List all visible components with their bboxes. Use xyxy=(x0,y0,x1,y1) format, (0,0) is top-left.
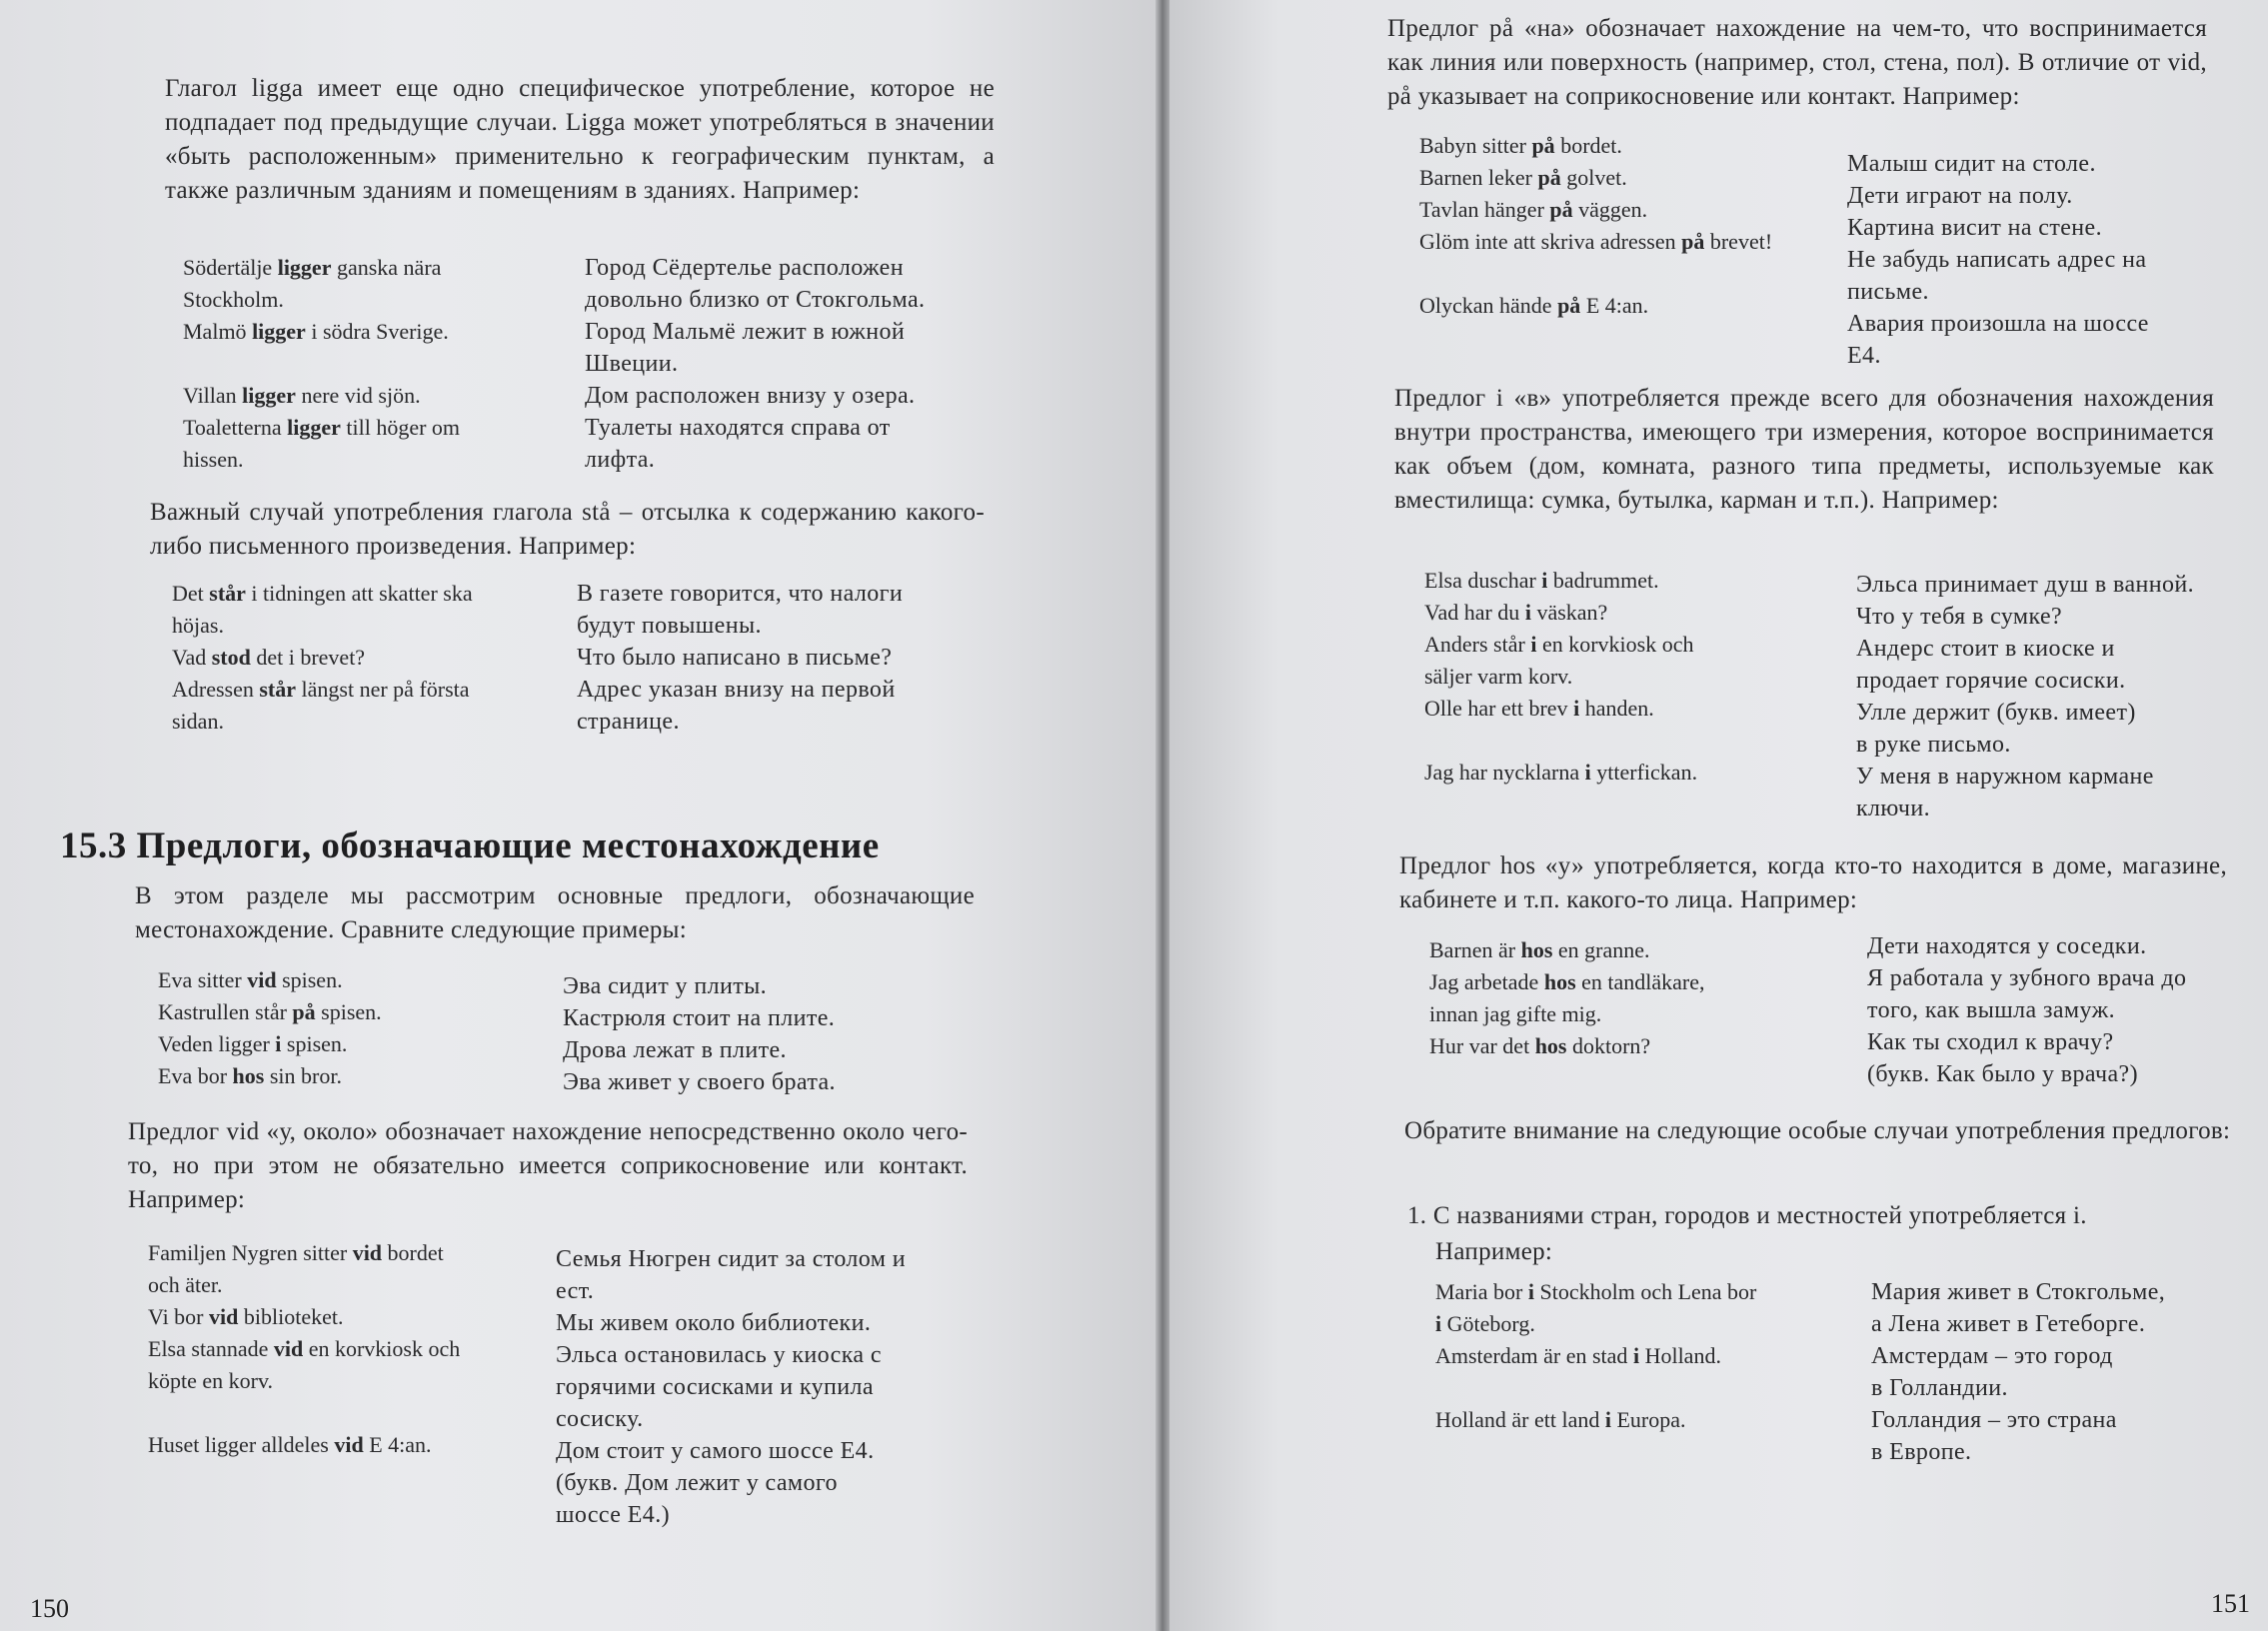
example-line-ru: ключи. xyxy=(1856,796,1930,821)
example-line-ru: У меня в наружном кармане xyxy=(1856,764,2154,790)
section-intro-paragraph: В этом разделе мы рассмотрим основные предлоги, обозначающие местонахождение. Сравните следующие примеры: xyxy=(135,882,975,943)
example-line-sv xyxy=(1419,258,1772,290)
example-line-ru: Мы живем около библиотеки. xyxy=(556,1310,872,1336)
example-line-ru: Дом стоит у самого шоссе Е4. xyxy=(556,1438,875,1464)
ligga-intro-paragraph: Глагол ligga имеет еще одно специфическое употребление, которое не подпадает под предыдущие случаи. Ligga может употребляться в значении «быть расположенным» применительно к географическим пунктам, а также различным зданиям и помещениям в зданиях. Например: xyxy=(165,75,995,204)
example-line-ru: Дети находятся у соседки. xyxy=(1867,933,2147,959)
preposition-highlight: vid xyxy=(352,1240,383,1265)
example-pa xyxy=(1419,130,2219,369)
preposition-highlight: hos xyxy=(1520,937,1553,962)
example-line-ru: Андерс стоит в киоске и xyxy=(1856,636,2115,662)
preposition-highlight: ligger xyxy=(242,383,296,408)
preposition-highlight: i xyxy=(1573,696,1580,721)
preposition-highlight: står xyxy=(209,581,246,606)
swedish-column xyxy=(172,578,473,738)
example-line-sv xyxy=(148,1397,460,1429)
example-line-ru: Эва живет у своего брата. xyxy=(563,1069,836,1095)
russian-column xyxy=(563,970,836,1098)
example-line-ru: Кастрюля стоит на плите. xyxy=(563,1005,836,1031)
example-line-ru: В газете говорится, что налоги xyxy=(577,581,904,607)
example-line-ru: Что у тебя в сумке? xyxy=(1856,604,2063,630)
vid-paragraph: Предлог vid «у, около» обозначает нахождение непосредственно около чего-то, но при этом не обязательно имеется соприкосновение или контакт. Например: xyxy=(128,1118,968,1213)
russian-column xyxy=(585,252,925,476)
example-line-sv: Vad har du i väskan? xyxy=(1424,600,1608,625)
example-line-sv: höjas. xyxy=(172,613,224,638)
example-line-sv: Olle har ett brev i handen. xyxy=(1424,696,1654,721)
example-line-sv: Olyckan hände på E 4:an. xyxy=(1419,293,1649,318)
example-ligga xyxy=(183,252,983,482)
example-line-sv: Adressen står längst ner på första xyxy=(172,677,470,702)
example-line-ru: Туалеты находятся справа от xyxy=(585,415,891,441)
example-line-ru: Не забудь написать адрес на xyxy=(1847,247,2147,273)
example-line-sv: Maria bor i Stockholm och Lena bor xyxy=(1435,1279,1757,1304)
swedish-column xyxy=(1429,934,1705,1062)
swedish-column xyxy=(1419,130,1772,322)
swedish-column xyxy=(183,252,460,476)
russian-column xyxy=(577,578,903,738)
example-line-sv: Kastrullen står på spisen. xyxy=(158,999,382,1024)
example-line-sv: Holland är ett land i Europa. xyxy=(1435,1407,1686,1432)
example-line-ru: довольно близко от Стокгольма. xyxy=(585,287,926,313)
preposition-highlight: på xyxy=(1549,197,1573,222)
example-line-ru: Малыш сидит на столе. xyxy=(1847,151,2096,177)
preposition-highlight: ligger xyxy=(277,255,332,280)
preposition-highlight: vid xyxy=(209,1304,239,1329)
example-line-ru: Семья Нюгрен сидит за столом и xyxy=(556,1246,906,1272)
example-line-sv: Barnen leker på golvet. xyxy=(1419,165,1627,190)
example-line-ru: в Голландии. xyxy=(1871,1375,2008,1401)
example-line-ru: Картина висит на стене. xyxy=(1847,215,2103,241)
preposition-highlight: på xyxy=(1557,293,1581,318)
preposition-highlight: i xyxy=(1541,568,1548,593)
swedish-column xyxy=(1424,565,1697,789)
example-line-sv: Elsa duschar i badrummet. xyxy=(1424,568,1659,593)
example-line-sv: Anders står i en korvkiosk och xyxy=(1424,632,1694,657)
example-line-sv: Det står i tidningen att skatter ska xyxy=(172,581,473,606)
example-line-sv: Eva bor hos sin bror. xyxy=(158,1063,342,1088)
example-line-ru: будут повышены. xyxy=(577,613,762,639)
example-line-ru: Швеции. xyxy=(585,351,679,377)
preposition-highlight: stod xyxy=(211,645,251,670)
example-line-sv: Toaletterna ligger till höger om xyxy=(183,415,461,440)
example-line-ru: Мария живет в Стокгольме, xyxy=(1871,1279,2166,1305)
example-sta xyxy=(172,578,972,748)
example-line-ru: в руке письмо. xyxy=(1856,732,2011,758)
example-line-ru: Эльса остановилась у киоска с xyxy=(556,1342,882,1368)
swedish-column xyxy=(1435,1276,1756,1436)
example-line-ru: Город Мальмё лежит в южной xyxy=(585,319,906,345)
preposition-highlight: står xyxy=(259,677,297,702)
example-line-sv: Villan ligger nere vid sjön. xyxy=(183,383,421,408)
page-number-right: 151 xyxy=(2211,1589,2250,1618)
example-line-ru: Адрес указан внизу на первой xyxy=(577,677,896,703)
example-line-ru: Дрова лежат в плите. xyxy=(563,1037,787,1063)
example-line-ru: сосиску. xyxy=(556,1406,644,1432)
preposition-highlight: på xyxy=(292,999,316,1024)
example-line-sv: Amsterdam är en stad i Holland. xyxy=(1435,1343,1721,1368)
example-line-sv: Jag har nycklarna i ytterfickan. xyxy=(1424,760,1698,785)
hos-paragraph: Предлог hos «у» употребляется, когда кто-то находится в доме, магазине, кабинете и т.п. какого-то лица. Например: xyxy=(1399,852,2227,913)
preposition-highlight: hos xyxy=(232,1063,265,1088)
example-line-ru: (букв. Дом лежит у самого xyxy=(556,1470,838,1496)
preposition-highlight: hos xyxy=(1534,1033,1567,1058)
preposition-highlight: på xyxy=(1681,229,1705,254)
example-line-ru: Как ты сходил к врачу? xyxy=(1867,1029,2114,1055)
example-i xyxy=(1424,565,2224,834)
example-line-ru: а Лена живет в Гетеборге. xyxy=(1871,1311,2146,1337)
russian-column xyxy=(1856,569,2194,824)
preposition-highlight: vid xyxy=(334,1432,364,1457)
example-line-sv: Malmö ligger i södra Sverige. xyxy=(183,319,449,344)
page-number-left: 150 xyxy=(30,1594,69,1623)
swedish-column xyxy=(158,964,382,1092)
example-line-ru: Амстердам – это город xyxy=(1871,1343,2113,1369)
example-line-sv: Elsa stannade vid en korvkiosk och xyxy=(148,1336,461,1361)
russian-column xyxy=(556,1243,906,1531)
preposition-highlight: vid xyxy=(273,1336,304,1361)
preposition-highlight: i xyxy=(1435,1311,1442,1336)
example-line-ru: Дом расположен внизу у озера. xyxy=(585,383,916,409)
preposition-highlight: på xyxy=(1537,165,1561,190)
russian-column xyxy=(1847,148,2149,372)
example-line-sv xyxy=(183,348,460,380)
example-line-sv: innan jag gifte mig. xyxy=(1429,1001,1602,1026)
example-hos xyxy=(1429,934,2229,1104)
example-line-sv: köpte en korv. xyxy=(148,1368,274,1393)
example-line-ru: Авария произошла на шоссе xyxy=(1847,311,2149,337)
example-line-ru: Эва сидит у плиты. xyxy=(563,973,768,999)
rule-1: 1. С названиями стран, городов и местностей употребляется i. xyxy=(1407,1202,2087,1229)
pa-paragraph: Предлог på «на» обозначает нахождение на чем-то, что воспринимается как линия или поверхность (например, стол, стена, пол). В отличие от vid, på указывает на соприкосновение или контакт. Например: xyxy=(1387,15,2207,110)
example-line-sv: Jag arbetade hos en tandläkare, xyxy=(1429,969,1705,994)
preposition-highlight: i xyxy=(275,1031,282,1056)
example-line-sv: Huset ligger alldeles vid E 4:an. xyxy=(148,1432,432,1457)
special-cases-paragraph: Обратите внимание на следующие особые случаи употребления предлогов: xyxy=(1404,1117,2231,1144)
example-line-ru: шоссе Е4.) xyxy=(556,1502,670,1528)
example-line-sv: Glöm inte att skriva adressen på brevet! xyxy=(1419,229,1773,254)
i-paragraph: Предлог i «в» употребляется прежде всего для обозначения нахождения внутри пространства, имеющего три измерения, которое воспринимается как объем (дом, комната, разного типа предметы, используемые как вместилища: сумка, бутылка, карман и т.п.). Например: xyxy=(1394,385,2214,514)
example-line-sv: säljer varm korv. xyxy=(1424,664,1573,689)
example-line-sv: Veden ligger i spisen. xyxy=(158,1031,348,1056)
preposition-highlight: i xyxy=(1632,1343,1640,1368)
example-line-ru: Что было написано в письме? xyxy=(577,645,893,671)
example-line-sv: i Göteborg. xyxy=(1435,1311,1535,1336)
example-line-ru: Улле держит (букв. имеет) xyxy=(1856,700,2136,726)
example-line-ru: странице. xyxy=(577,709,680,735)
example-line-ru: горячими сосисками и купила xyxy=(556,1374,874,1400)
example-line-ru: продает горячие сосиски. xyxy=(1856,668,2126,694)
example-countries xyxy=(1435,1276,2235,1476)
example-line-sv: sidan. xyxy=(172,709,224,734)
example-line-sv: Babyn sitter på bordet. xyxy=(1419,133,1622,158)
preposition-highlight: på xyxy=(1531,133,1555,158)
preposition-highlight: i xyxy=(1604,1407,1611,1432)
example-line-sv xyxy=(1435,1372,1756,1404)
preposition-highlight: i xyxy=(1524,600,1531,625)
preposition-highlight: i xyxy=(1527,1279,1534,1304)
swedish-column xyxy=(148,1237,460,1461)
preposition-highlight: ligger xyxy=(287,415,341,440)
example-vid xyxy=(148,1237,968,1537)
example-line-ru: Я работала у зубного врача до xyxy=(1867,965,2187,991)
example-line-sv: Stockholm. xyxy=(183,287,284,312)
example-line-ru: Эльса принимает душ в ванной. xyxy=(1856,572,2195,598)
preposition-highlight: ligger xyxy=(252,319,306,344)
example-line-sv: Barnen är hos en granne. xyxy=(1429,937,1650,962)
preposition-highlight: i xyxy=(1530,632,1537,657)
example-line-ru: Город Сёдертелье расположен xyxy=(585,255,904,281)
preposition-highlight: vid xyxy=(247,967,277,992)
example-line-ru: (букв. Как было у врача?) xyxy=(1867,1061,2138,1087)
example-line-ru: ест. xyxy=(556,1278,595,1304)
example-line-ru: в Европе. xyxy=(1871,1439,1972,1465)
russian-column xyxy=(1871,1276,2165,1468)
book-gutter xyxy=(1155,0,1169,1631)
example-line-sv: Familjen Nygren sitter vid bordet xyxy=(148,1240,444,1265)
example-line-ru: Голландия – это страна xyxy=(1871,1407,2117,1433)
example-prepositions xyxy=(158,964,958,1094)
example-line-sv: och äter. xyxy=(148,1272,223,1297)
example-line-ru: Е4. xyxy=(1847,343,1881,369)
example-line-sv: Tavlan hänger på väggen. xyxy=(1419,197,1648,222)
example-line-sv: hissen. xyxy=(183,447,244,472)
example-line-sv: Eva sitter vid spisen. xyxy=(158,967,343,992)
example-line-ru: лифта. xyxy=(585,447,656,473)
example-line-sv: Vad stod det i brevet? xyxy=(172,645,366,670)
preposition-highlight: hos xyxy=(1543,969,1576,994)
example-line-sv: Södertälje ligger ganska nära xyxy=(183,255,442,280)
example-line-ru: Дети играют на полу. xyxy=(1847,183,2073,209)
example-line-ru: того, как вышла замуж. xyxy=(1867,997,2115,1023)
russian-column xyxy=(1867,930,2186,1090)
sta-paragraph: Важный случай употребления глагола stå – отсылка к содержанию какого-либо письменного произведения. Например: xyxy=(150,499,985,560)
example-line-ru: письме. xyxy=(1847,279,1929,305)
example-line-sv xyxy=(1424,725,1697,757)
example-line-sv: Vi bor vid biblioteket. xyxy=(148,1304,344,1329)
preposition-highlight: i xyxy=(1584,760,1591,785)
section-heading: 15.3 Предлоги, обозначающие местонахождение xyxy=(60,825,880,866)
rule-1-lead: Например: xyxy=(1435,1238,1553,1265)
example-line-sv: Hur var det hos doktorn? xyxy=(1429,1033,1651,1058)
